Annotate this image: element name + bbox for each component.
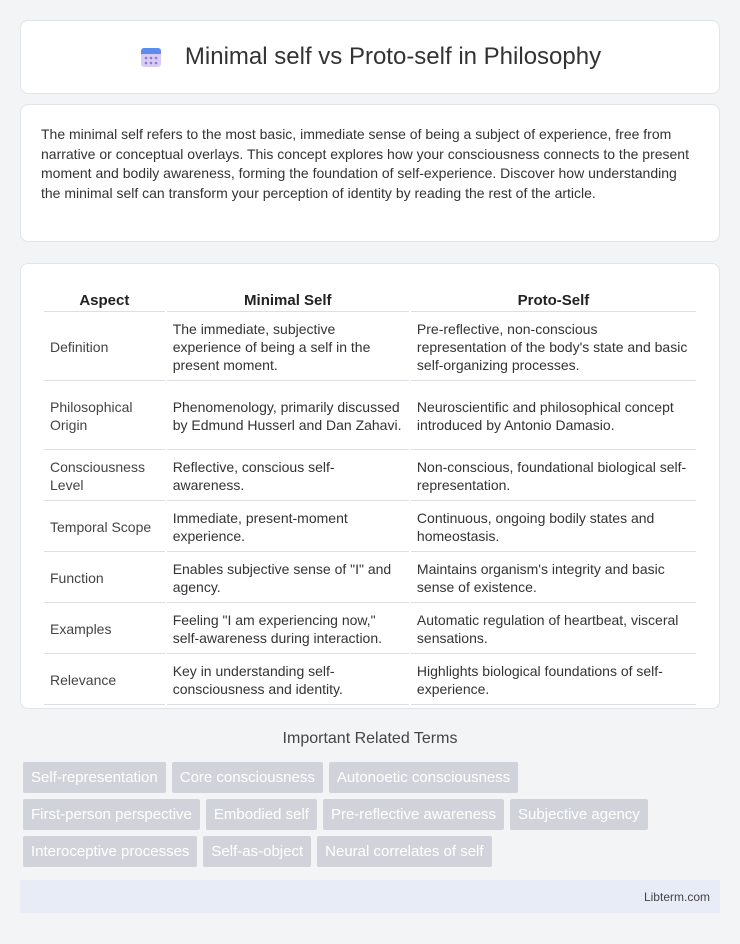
related-term-tag[interactable]: Interoceptive processes: [23, 836, 197, 867]
related-term-tag[interactable]: Subjective agency: [510, 799, 648, 830]
related-terms-list: [23, 762, 723, 873]
table-cell-aspect: Philosophical Origin: [44, 383, 165, 450]
table-cell-minimal: Feeling "I am experiencing now," self-awareness during interaction.: [167, 605, 409, 654]
table-cell-proto: Pre-reflective, non-conscious representation of the body's state and basic self-organizing processes.: [411, 314, 696, 381]
table-row: [44, 503, 696, 552]
calendar-icon: [139, 45, 163, 69]
related-terms-title: Important Related Terms: [282, 730, 458, 747]
table-cell-proto: Automatic regulation of heartbeat, visceral sensations.: [411, 605, 696, 654]
column-header: Aspect: [44, 286, 165, 312]
table-cell-minimal: Phenomenology, primarily discussed by Edmund Husserl and Dan Zahavi.: [167, 383, 409, 450]
table-cell-aspect: Definition: [44, 314, 165, 381]
table-row: [44, 605, 696, 654]
related-term-tag[interactable]: Neural correlates of self: [317, 836, 491, 867]
footer-site-link[interactable]: Libterm.com: [643, 889, 710, 904]
table-row: [44, 452, 696, 501]
related-term-tag[interactable]: Autonoetic consciousness: [329, 762, 518, 793]
table-cell-proto: Continuous, ongoing bodily states and homeostasis.: [411, 503, 696, 552]
intro-card: [20, 104, 720, 242]
table-cell-proto: Neuroscientific and philosophical concept introduced by Antonio Damasio.: [411, 383, 696, 450]
tag-row: [23, 799, 723, 830]
table-cell-aspect: Function: [44, 554, 165, 603]
related-term-tag[interactable]: Self-representation: [23, 762, 166, 793]
table-cell-proto: Non-conscious, foundational biological self-representation.: [411, 452, 696, 501]
table-cell-aspect: Examples: [44, 605, 165, 654]
related-term-tag[interactable]: Self-as-object: [203, 836, 311, 867]
related-term-tag[interactable]: Pre-reflective awareness: [323, 799, 504, 830]
table-cell-minimal: Key in understanding self-consciousness and identity.: [167, 656, 409, 705]
comparison-table: [42, 284, 698, 707]
intro-paragraph: The minimal self refers to the most basic, immediate sense of being a subject of experience, free from narrative or conceptual overlays. This concept explores how your consciousness connects to the present moment and bodily awareness, forming the foundation of self-experience. Discover how understanding the minimal self can transform your perception of identity by reading the rest of the article.: [41, 126, 689, 201]
page-title: Minimal self vs Proto-self in Philosophy: [184, 43, 602, 70]
column-header: Proto-Self: [411, 286, 696, 312]
table-cell-minimal: The immediate, subjective experience of being a self in the present moment.: [167, 314, 409, 381]
table-header-row: [44, 286, 696, 312]
table-row: [44, 383, 696, 450]
related-term-tag[interactable]: Core consciousness: [172, 762, 323, 793]
footer: [20, 880, 720, 913]
column-header: Minimal Self: [167, 286, 409, 312]
table-cell-aspect: Temporal Scope: [44, 503, 165, 552]
table-cell-proto: Maintains organism's integrity and basic sense of existence.: [411, 554, 696, 603]
table-cell-minimal: Immediate, present-moment experience.: [167, 503, 409, 552]
table-row: [44, 554, 696, 603]
table-row: [44, 314, 696, 381]
related-term-tag[interactable]: First-person perspective: [23, 799, 200, 830]
table-cell-aspect: Relevance: [44, 656, 165, 705]
related-term-tag[interactable]: Embodied self: [206, 799, 317, 830]
table-cell-minimal: Reflective, conscious self-awareness.: [167, 452, 409, 501]
tag-row: [23, 836, 723, 867]
table-cell-proto: Highlights biological foundations of self-experience.: [411, 656, 696, 705]
title-card: [20, 20, 720, 94]
table-row: [44, 656, 696, 705]
table-cell-minimal: Enables subjective sense of "I" and agency.: [167, 554, 409, 603]
table-cell-aspect: Consciousness Level: [44, 452, 165, 501]
comparison-card: [20, 263, 720, 709]
tag-row: [23, 762, 723, 793]
